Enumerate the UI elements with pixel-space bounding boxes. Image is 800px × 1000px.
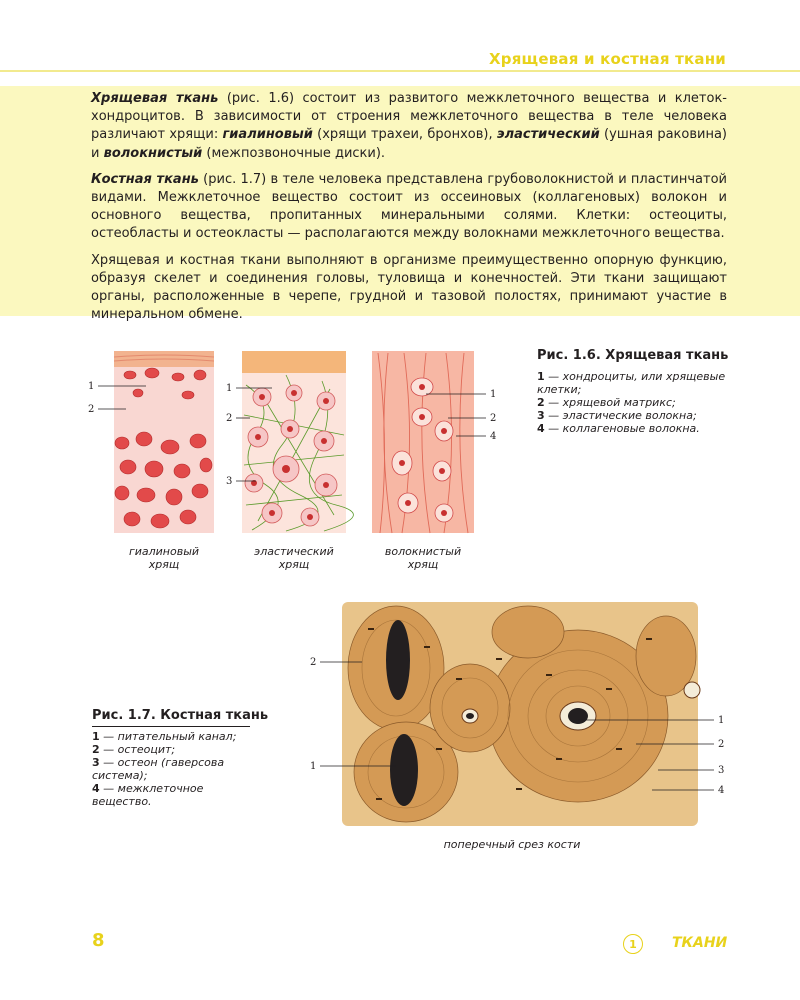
legend-text: — остеон (гаверсова система); [92, 756, 225, 782]
text-body [91, 90, 727, 332]
legend-number: 4 [537, 422, 545, 435]
callout-1: 1 [718, 715, 725, 726]
text-span: (ушная раковина) и [91, 127, 727, 161]
term-cartilage: Хрящевая ткань [91, 91, 219, 106]
callout-2: 2 [310, 657, 317, 668]
legend-text: — эластические волокна; [544, 409, 697, 422]
legend-item [537, 422, 737, 435]
callout-2: 2 [226, 413, 233, 424]
legend-text: — коллагеновые волокна. [544, 422, 700, 435]
legend-number: 1 [537, 370, 545, 383]
text-span: (хрящи трахеи, бронхов), [312, 127, 497, 143]
callout-2: 2 [490, 413, 497, 424]
callout-3: 3 [226, 476, 233, 487]
callout-1: 1 [88, 381, 95, 392]
legend-item [537, 396, 737, 409]
hyaline-panel [88, 351, 214, 533]
legend-number: 4 [92, 782, 100, 795]
callout-3: 3 [718, 765, 725, 776]
figure-1-7-title: Рис. 1.7. Костная ткань [92, 708, 269, 723]
header-rule [0, 70, 800, 72]
figure-1-6-title: Рис. 1.6. Хрящевая ткань [537, 348, 729, 363]
chapter-number-badge: 1 [623, 934, 643, 954]
legend-number: 3 [537, 409, 545, 422]
term-bone: Костная ткань [91, 171, 199, 187]
legend-item [92, 743, 262, 756]
text-span: (межпозвоночные диски). [202, 145, 386, 161]
callout-1: 1 [310, 761, 317, 772]
text-box [0, 86, 800, 323]
page-number: 8 [92, 930, 105, 951]
legend-item [92, 730, 262, 743]
figure-1-7-legend [92, 730, 262, 808]
chapter-name: ТКАНИ [672, 935, 728, 951]
figure-1-6-legend [537, 370, 737, 435]
legend-number: 2 [92, 743, 100, 756]
cartilage-illustration [86, 345, 516, 545]
legend-item [537, 409, 737, 422]
callout-2: 2 [88, 404, 95, 415]
elastic-panel [226, 351, 353, 533]
paragraph-function: Хрящевая и костная ткани выполняют в организме преимущественно опорную функцию, образуя скелет и соединения головы, туловища и конечностей. Эти ткани защищают органы, расположенные в черепе, грудной и тазовой полостях, принимают участие в минеральном обмене. [91, 252, 727, 323]
term-hyaline: гиалиновый [222, 127, 313, 143]
section-title: Хрящевая и костная ткани [489, 50, 726, 68]
callout-4: 4 [490, 431, 497, 442]
bone-illustration [306, 598, 736, 834]
term-fibrous: волокнистый [103, 145, 203, 161]
label-fibrous: волокнистый хрящ [384, 545, 462, 571]
paragraph-bone [91, 171, 727, 244]
legend-number: 1 [92, 730, 100, 743]
label-elastic: эластический хрящ [254, 545, 334, 571]
bone-image-caption: поперечный срез кости [443, 838, 581, 851]
text-span: (рис. 1.6) состоит из развитого межклеточного вещества и клеток-хондроцитов. В зависимости от строения межклеточного вещества в теле человека различают хрящи: [91, 91, 727, 143]
legend-number: 2 [537, 396, 545, 409]
legend-text: — межклеточное вещество. [92, 782, 204, 808]
legend-text: — остеоцит; [99, 743, 176, 756]
label-hyaline: гиалиновый хрящ [128, 545, 200, 571]
term-elastic: эластический [496, 127, 600, 143]
text-span: (рис. 1.7) в теле человека представлена грубоволокнистой и пластинчатой видами. Межклеточное вещество состоит из оссеиновых (коллагеновых) волокон и основного вещества, пропитанных минеральными солями. Клетки: остеоциты, остеобласты и остеокласты — располагаются между волокнами межклеточного вещества. [91, 171, 727, 242]
callout-1: 1 [490, 389, 497, 400]
figure-1-7-rule [92, 726, 250, 727]
callout-2: 2 [718, 739, 725, 750]
legend-number: 3 [92, 756, 100, 769]
legend-text: — питательный канал; [99, 730, 237, 743]
legend-item [92, 782, 262, 808]
legend-item [92, 756, 262, 782]
legend-text: — хрящевой матрикс; [544, 396, 676, 409]
fibrous-panel [372, 351, 496, 533]
paragraph-cartilage [91, 90, 727, 163]
callout-4: 4 [718, 785, 725, 796]
legend-text: — хондроциты, или хрящевые клетки; [537, 370, 726, 396]
legend-item [537, 370, 737, 396]
callout-1: 1 [226, 383, 233, 394]
